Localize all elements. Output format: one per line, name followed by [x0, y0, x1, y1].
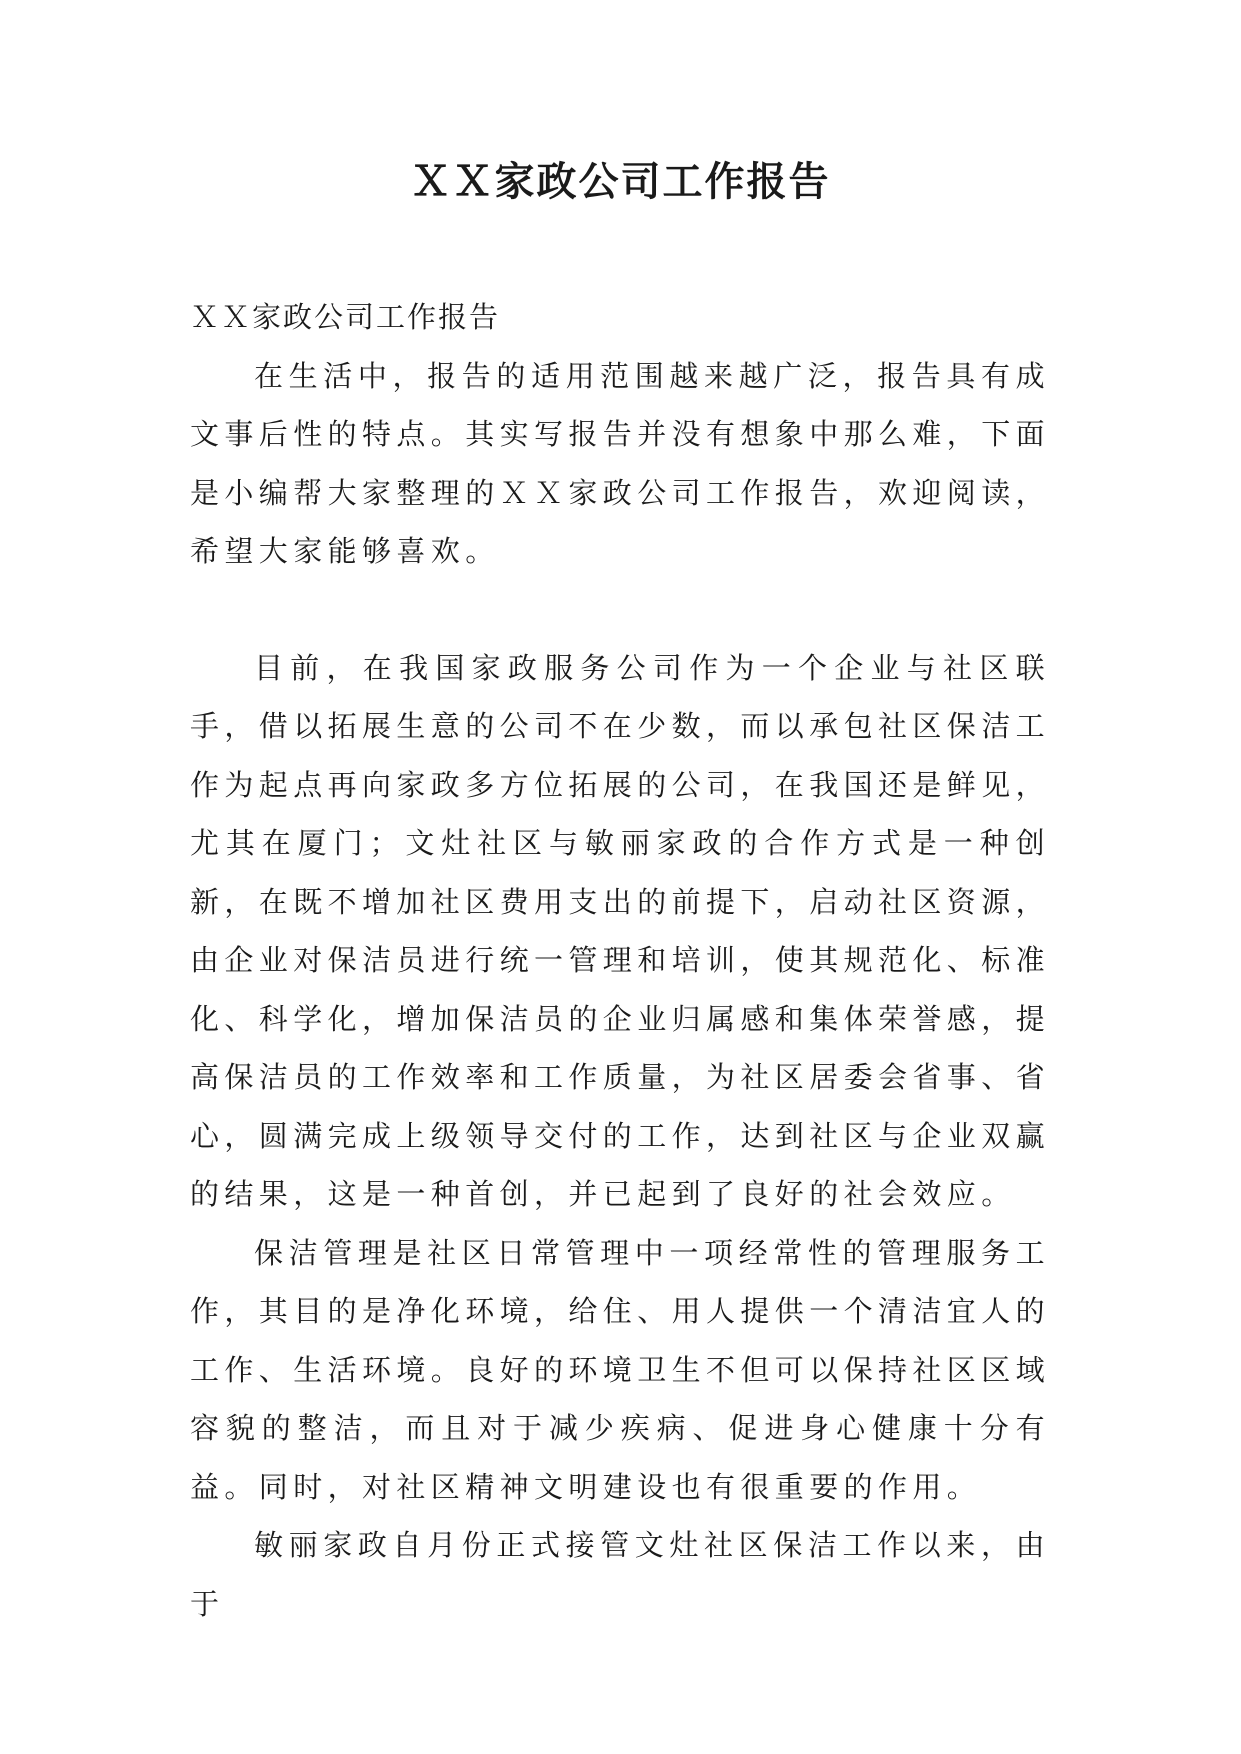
paragraph-spacer: [190, 581, 1050, 639]
document-title: ＸＸ家政公司工作报告: [410, 158, 831, 205]
document-body: [190, 288, 1050, 1633]
paragraph-cooperation: 目前，在我国家政服务公司作为一个企业与社区联手，借以拓展生意的公司不在少数，而以承包社区保洁工作为起点再向家政多方位拓展的公司，在我国还是鲜见，尤其在厦门；文灶社区与敏丽家政的合作方式是一种创新，在既不增加社区费用支出的前提下，启动社区资源，由企业对保洁员进行统一管理和培训，使其规范化、标准化、科学化，增加保洁员的企业归属感和集体荣誉感，提高保洁员的工作效率和工作质量，为社区居委会省事、省心，圆满完成上级领导交付的工作，达到社区与企业双赢的结果，这是一种首创，并已起到了良好的社会效应。: [190, 650, 1051, 1211]
paragraph-takeover: 敏丽家政自月份正式接管文灶社区保洁工作以来，由于: [190, 1528, 1050, 1621]
document-subtitle: ＸＸ家政公司工作报告: [190, 300, 501, 334]
paragraph-cleaning-management: 保洁管理是社区日常管理中一项经常性的管理服务工作，其目的是净化环境，给住、用人提供一个清洁宜人的工作、生活环境。良好的环境卫生不但可以保持社区区域容貌的整洁，而且对于减少疾病、促进身心健康十分有益。同时，对社区精神文明建设也有很重要的作用。: [190, 1235, 1051, 1504]
paragraph-intro: 在生活中，报告的适用范围越来越广泛，报告具有成文事后性的特点。其实写报告并没有想象中那么难，下面是小编帮大家整理的ＸＸ家政公司工作报告，欢迎阅读，希望大家能够喜欢。: [190, 358, 1051, 568]
